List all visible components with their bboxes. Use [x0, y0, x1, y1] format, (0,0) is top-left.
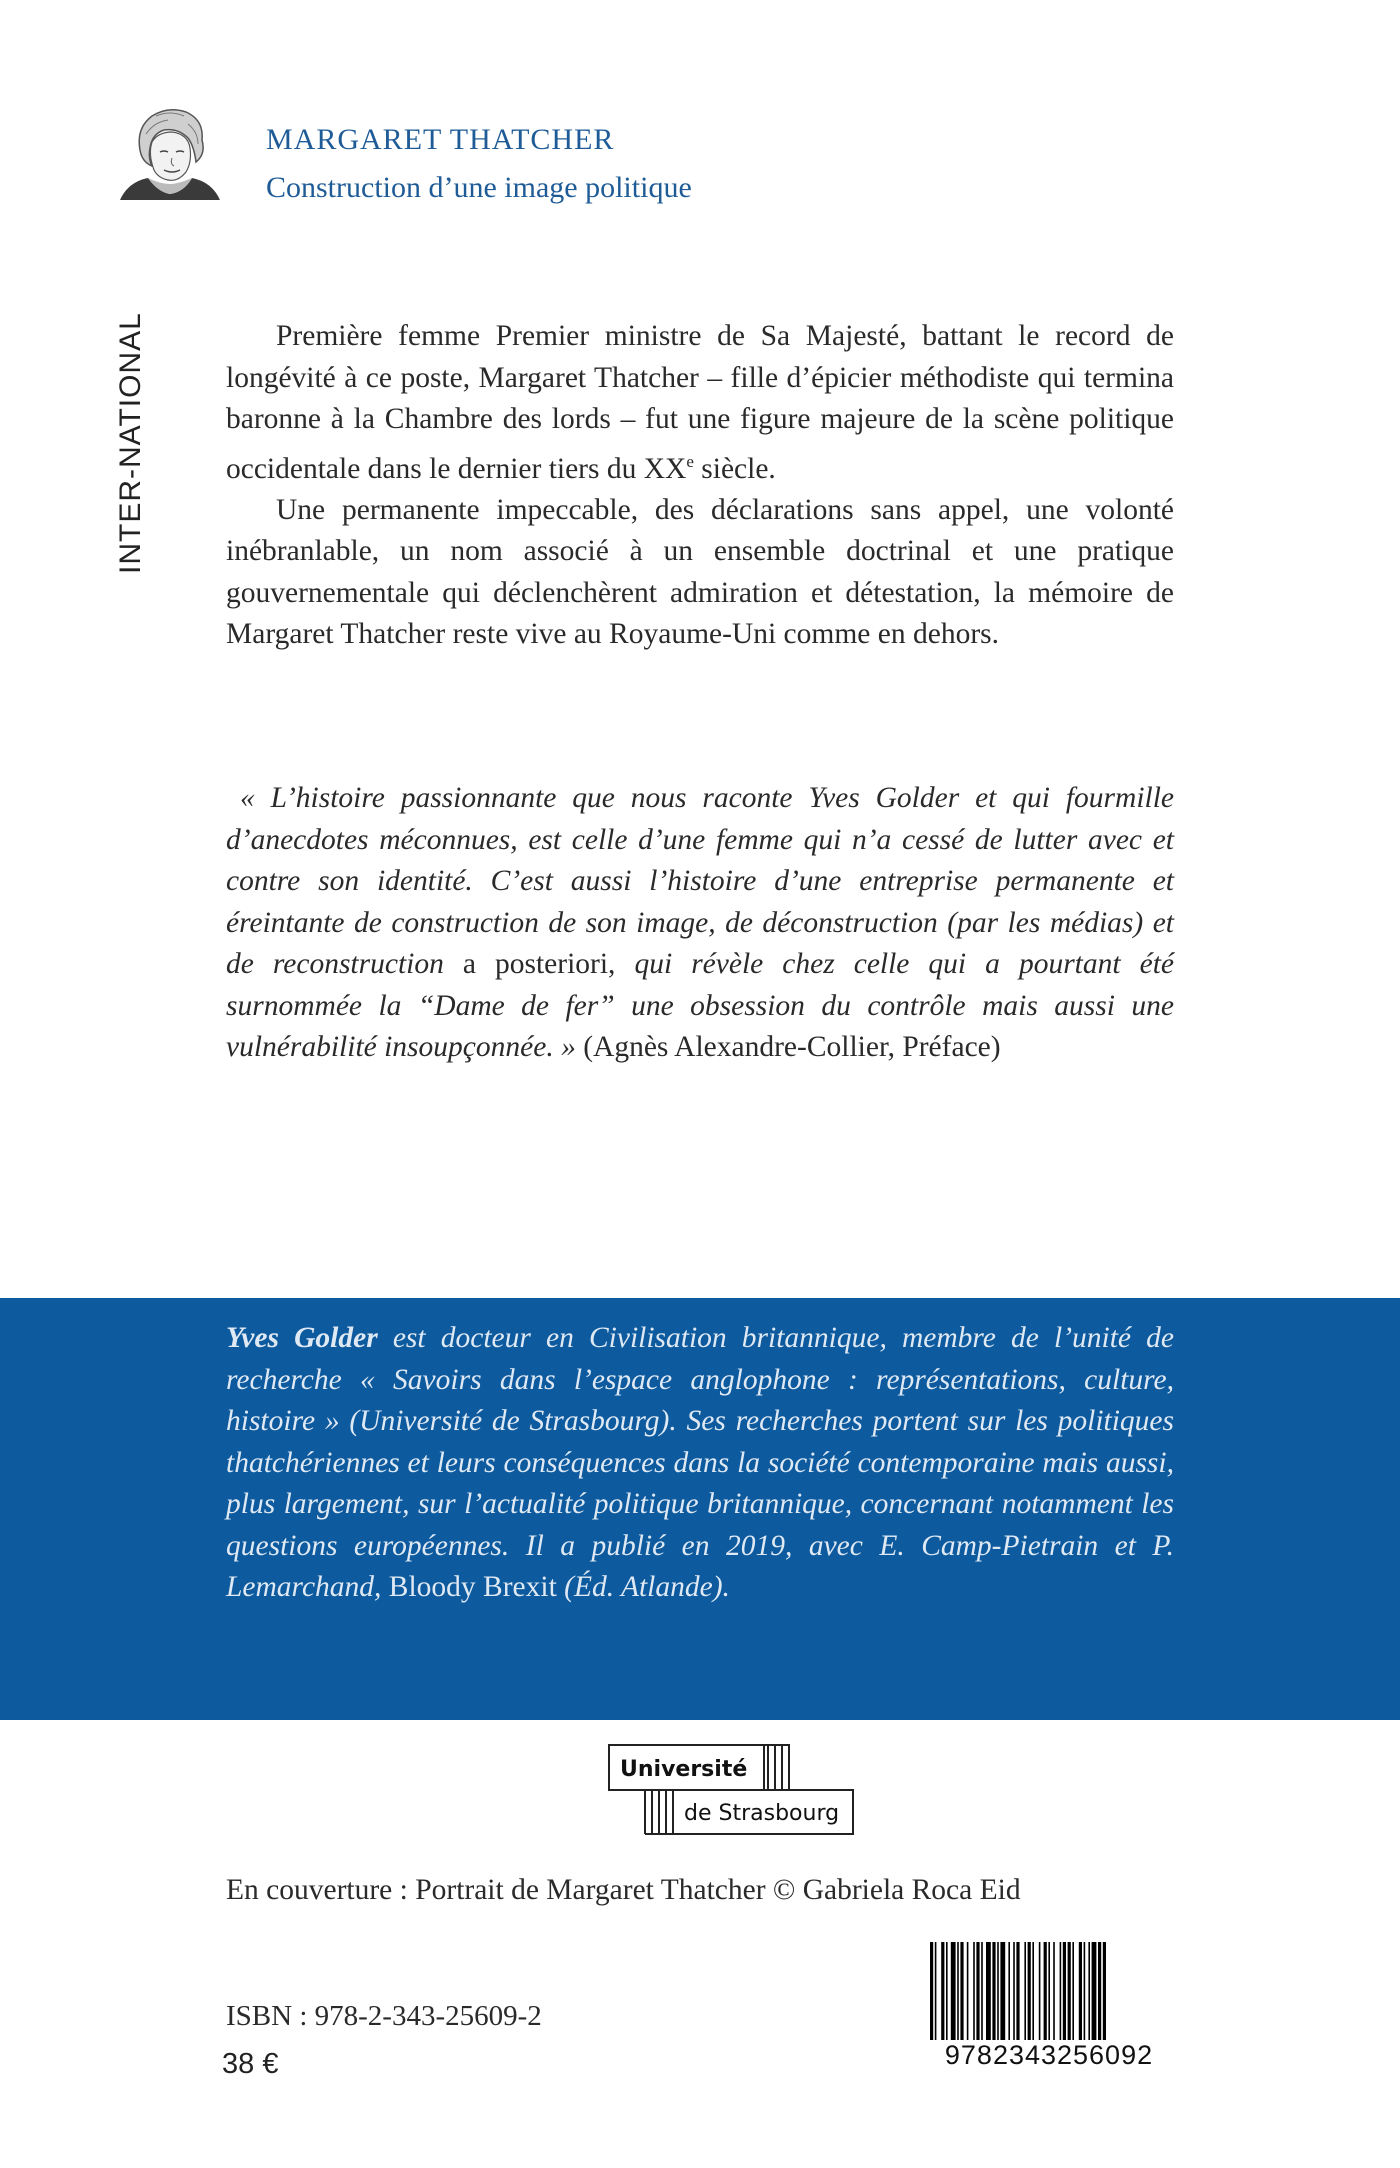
summary-paragraph-2: Une permanente impeccable, des déclarations sans appel, une volonté inébranlable, un nom associé à un ensemble doctrinal et une pratique gouvernementale qui déclenchèrent admiration et détestation, la mémoire de Margaret Thatcher reste vive au Royaume-Uni comme en dehors.	[226, 493, 1174, 651]
preface-quote: « L’histoire passionnante que nous raconte Yves Golder et qui fourmille d’anecdotes méconnues, est celle d’une femme qui n’a cessé de lutter avec et contre son identité. C’est aussi l’histoire d’une entreprise permanente et éreintante de construction de son image, de déconstruction (par les médias) et de reconstruction a posteriori, qui révèle chez celle qui a pourtant été surnommée la “Dame de fer” une obsession du contrôle mais aussi une vulnérabilité insoupçonnée. » (Agnès Alexandre-Collier, Préface)	[226, 782, 1174, 1063]
summary-paragraph-1: Première femme Premier ministre de Sa Majesté, battant le record de longévité à ce poste, Margaret Thatcher – fille d’épicier méthodiste qui termina baronne à la Chambre des lords – fut une figure majeure de la scène politique occidentale dans le dernier tiers du XXe siècle.	[226, 320, 1174, 485]
cover-credit: En couverture : Portrait de Margaret Thatcher © Gabriela Roca Eid	[226, 1874, 1021, 1906]
author-bio: Yves Golder est docteur en Civilisation britannique, membre de l’unité de recherche « Savoirs dans l’espace anglophone : représentations, culture, histoire » (Université de Strasbourg). Ses recherches portent sur les politiques thatchériennes et leurs conséquences dans la société contemporaine mais aussi, plus largement, sur l’actualité politique britannique, concernant notamment les questions européennes. Il a publié en 2019, avec E. Camp-Pietrain et P. Lemarchand, Bloody Brexit (Éd. Atlande).	[226, 1322, 1175, 1603]
header-title-block	[266, 122, 692, 206]
barcode-number: 9782343256092	[924, 2040, 1174, 2071]
logo-line-2: de Strasbourg	[684, 1801, 840, 1826]
summary-text	[226, 316, 1174, 656]
book-author-title: MARGARET THATCHER	[266, 123, 615, 156]
portrait-sketch-icon	[118, 104, 222, 202]
book-subtitle: Construction d’une image politique	[266, 171, 692, 204]
university-logo	[608, 1744, 854, 1842]
price: 38 €	[222, 2048, 279, 2080]
collection-name: INTER-NATIONAL	[114, 312, 147, 575]
isbn: ISBN : 978-2-343-25609-2	[226, 2000, 542, 2032]
author-name: Yves Golder	[226, 1322, 378, 1354]
logo-line-1: Université	[620, 1757, 748, 1782]
